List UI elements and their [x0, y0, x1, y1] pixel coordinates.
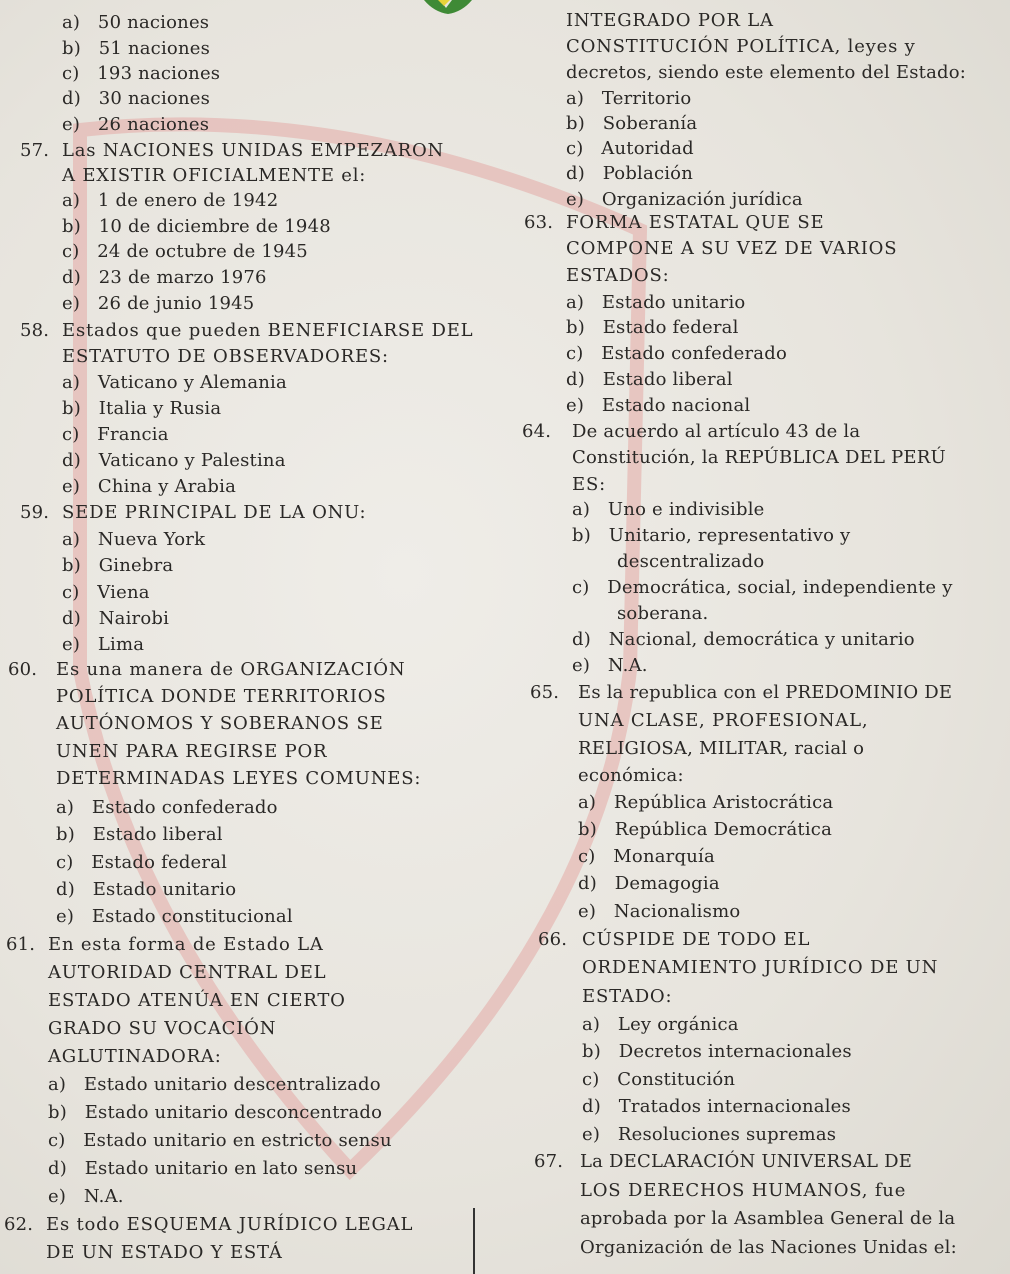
q57-text-line-2: A EXISTIR OFICIALMENTE el: — [62, 165, 367, 186]
q64-option-a: a) Uno e indivisible — [572, 499, 765, 520]
q66-text-line-3: ESTADO: — [582, 986, 673, 1007]
q58-option-b: b) Italia y Rusia — [62, 398, 222, 419]
q60-option-d: d) Estado unitario — [56, 879, 237, 900]
q62-option-e: e) Organización jurídica — [566, 189, 803, 210]
q62-cont-line-1: INTEGRADO POR LA — [566, 10, 774, 31]
q64-number: 64. — [522, 421, 552, 442]
q67-text-line-2: LOS DERECHOS HUMANOS, fue — [580, 1180, 907, 1201]
q67-text-line-1: La DECLARACIÓN UNIVERSAL DE — [580, 1151, 913, 1172]
q60-text-line-2: POLÍTICA DONDE TERRITORIOS — [56, 686, 387, 707]
q63-option-b: b) Estado federal — [566, 317, 739, 338]
q59-option-b: b) Ginebra — [62, 555, 174, 576]
q58-text-line-1: Estados que pueden BENEFICIARSE DEL — [62, 320, 474, 341]
q67-text-line-3: aprobada por la Asamblea General de la — [580, 1208, 956, 1229]
q57-text-line-1: Las NACIONES UNIDAS EMPEZARON — [62, 140, 445, 161]
q61-text-line-4: GRADO SU VOCACIÓN — [48, 1018, 277, 1039]
q62-cont-line-3: decretos, siendo este elemento del Estado: — [566, 62, 967, 83]
q62-number: 62. — [4, 1214, 34, 1235]
q63-option-c: c) Estado confederado — [566, 343, 787, 364]
q56-option-e: e) 26 naciones — [62, 114, 210, 135]
q64-option-c: c) Democrática, social, independiente y — [572, 577, 953, 598]
q60-text-line-5: DETERMINADAS LEYES COMUNES: — [56, 768, 422, 789]
q66-text-line-1: CÚSPIDE DE TODO EL — [582, 929, 811, 950]
q60-option-b: b) Estado liberal — [56, 824, 223, 845]
q61-text-line-2: AUTORIDAD CENTRAL DEL — [48, 962, 327, 983]
q63-option-a: a) Estado unitario — [566, 292, 746, 313]
q60-option-e: e) Estado constitucional — [56, 906, 293, 927]
q63-number: 63. — [524, 212, 554, 233]
q65-option-a: a) República Aristocrática — [578, 792, 834, 813]
q59-number: 59. — [20, 502, 50, 523]
q57-option-d: d) 23 de marzo 1976 — [62, 267, 267, 288]
q66-option-d: d) Tratados internacionales — [582, 1096, 851, 1117]
q57-option-c: c) 24 de octubre de 1945 — [62, 241, 308, 262]
q64-option-c-cont: soberana. — [617, 603, 709, 624]
q65-text-line-3: RELIGIOSA, MILITAR, racial o — [578, 738, 865, 759]
q62-cont-line-2: CONSTITUCIÓN POLÍTICA, leyes y — [566, 36, 916, 57]
q60-option-c: c) Estado federal — [56, 852, 228, 873]
q56-option-d: d) 30 naciones — [62, 88, 211, 109]
q64-text-line-1: De acuerdo al artículo 43 de la — [572, 421, 861, 442]
q61-option-e: e) N.A. — [48, 1186, 124, 1207]
q60-text-line-4: UNEN PARA REGIRSE POR — [56, 741, 328, 762]
q62-text-line-2: DE UN ESTADO Y ESTÁ — [46, 1242, 283, 1263]
q61-number: 61. — [6, 934, 36, 955]
q66-number: 66. — [538, 929, 568, 950]
q64-option-e: e) N.A. — [572, 655, 648, 676]
q63-option-e: e) Estado nacional — [566, 395, 751, 416]
q66-option-e: e) Resoluciones supremas — [582, 1124, 837, 1145]
q66-text-line-2: ORDENAMIENTO JURÍDICO DE UN — [582, 957, 939, 978]
q56-option-b: b) 51 naciones — [62, 38, 211, 59]
q67-number: 67. — [534, 1151, 564, 1172]
q58-option-a: a) Vaticano y Alemania — [62, 372, 287, 393]
q58-text-line-2: ESTATUTO DE OBSERVADORES: — [62, 346, 389, 367]
q58-option-e: e) China y Arabia — [62, 476, 237, 497]
q63-text-line-2: COMPONE A SU VEZ DE VARIOS — [566, 238, 898, 259]
q60-number: 60. — [8, 659, 38, 680]
q66-option-c: c) Constitución — [582, 1069, 736, 1090]
q66-option-b: b) Decretos internacionales — [582, 1041, 852, 1062]
q56-option-a: a) 50 naciones — [62, 12, 210, 33]
q64-option-b-cont: descentralizado — [617, 551, 765, 572]
q58-option-d: d) Vaticano y Palestina — [62, 450, 286, 471]
q57-number: 57. — [20, 140, 50, 161]
q61-option-c: c) Estado unitario en estricto sensu — [48, 1130, 392, 1151]
q59-option-e: e) Lima — [62, 634, 145, 655]
q60-text-line-1: Es una manera de ORGANIZACIÓN — [56, 659, 406, 680]
q59-option-c: c) Viena — [62, 582, 150, 603]
q61-option-d: d) Estado unitario en lato sensu — [48, 1158, 358, 1179]
q56-option-c: c) 193 naciones — [62, 63, 221, 84]
q59-text-line-1: SEDE PRINCIPAL DE LA ONU: — [62, 502, 367, 523]
q64-option-d: d) Nacional, democrática y unitario — [572, 629, 915, 650]
q64-option-b: b) Unitario, representativo y — [572, 525, 851, 546]
q64-text-line-3: ES: — [572, 474, 606, 495]
q59-option-a: a) Nueva York — [62, 529, 206, 550]
q61-text-line-1: En esta forma de Estado LA — [48, 934, 324, 955]
q62-option-b: b) Soberanía — [566, 113, 698, 134]
q61-option-a: a) Estado unitario descentralizado — [48, 1074, 381, 1095]
q65-text-line-1: Es la republica con el PREDOMINIO DE — [578, 682, 953, 703]
q60-text-line-3: AUTÓNOMOS Y SOBERANOS SE — [56, 713, 384, 734]
q58-number: 58. — [20, 320, 50, 341]
q65-number: 65. — [530, 682, 560, 703]
q57-option-e: e) 26 de junio 1945 — [62, 293, 255, 314]
q62-text-line-1: Es todo ESQUEMA JURÍDICO LEGAL — [46, 1214, 414, 1235]
q64-text-line-2: Constitución, la REPÚBLICA DEL PERÚ — [572, 447, 946, 468]
q62-option-d: d) Población — [566, 163, 694, 184]
q57-option-a: a) 1 de enero de 1942 — [62, 190, 279, 211]
q62-option-a: a) Territorio — [566, 88, 692, 109]
q66-option-a: a) Ley orgánica — [582, 1014, 739, 1035]
q67-text-line-4: Organización de las Naciones Unidas el: — [580, 1237, 957, 1258]
q59-option-d: d) Nairobi — [62, 608, 170, 629]
q63-option-d: d) Estado liberal — [566, 369, 733, 390]
q61-text-line-5: AGLUTINADORA: — [48, 1046, 222, 1067]
q62-option-c: c) Autoridad — [566, 138, 694, 159]
q61-option-b: b) Estado unitario desconcentrado — [48, 1102, 383, 1123]
q65-option-b: b) República Democrática — [578, 819, 833, 840]
q65-option-c: c) Monarquía — [578, 846, 715, 867]
q65-option-d: d) Demagogia — [578, 873, 720, 894]
q61-text-line-3: ESTADO ATENÚA EN CIERTO — [48, 990, 346, 1011]
q65-text-line-2: UNA CLASE, PROFESIONAL, — [578, 710, 869, 731]
q65-text-line-4: económica: — [578, 765, 684, 786]
q63-text-line-1: FORMA ESTATAL QUE SE — [566, 212, 825, 233]
q65-option-e: e) Nacionalismo — [578, 901, 741, 922]
q63-text-line-3: ESTADOS: — [566, 265, 670, 286]
q60-option-a: a) Estado confederado — [56, 797, 278, 818]
q57-option-b: b) 10 de diciembre de 1948 — [62, 216, 331, 237]
q58-option-c: c) Francia — [62, 424, 169, 445]
